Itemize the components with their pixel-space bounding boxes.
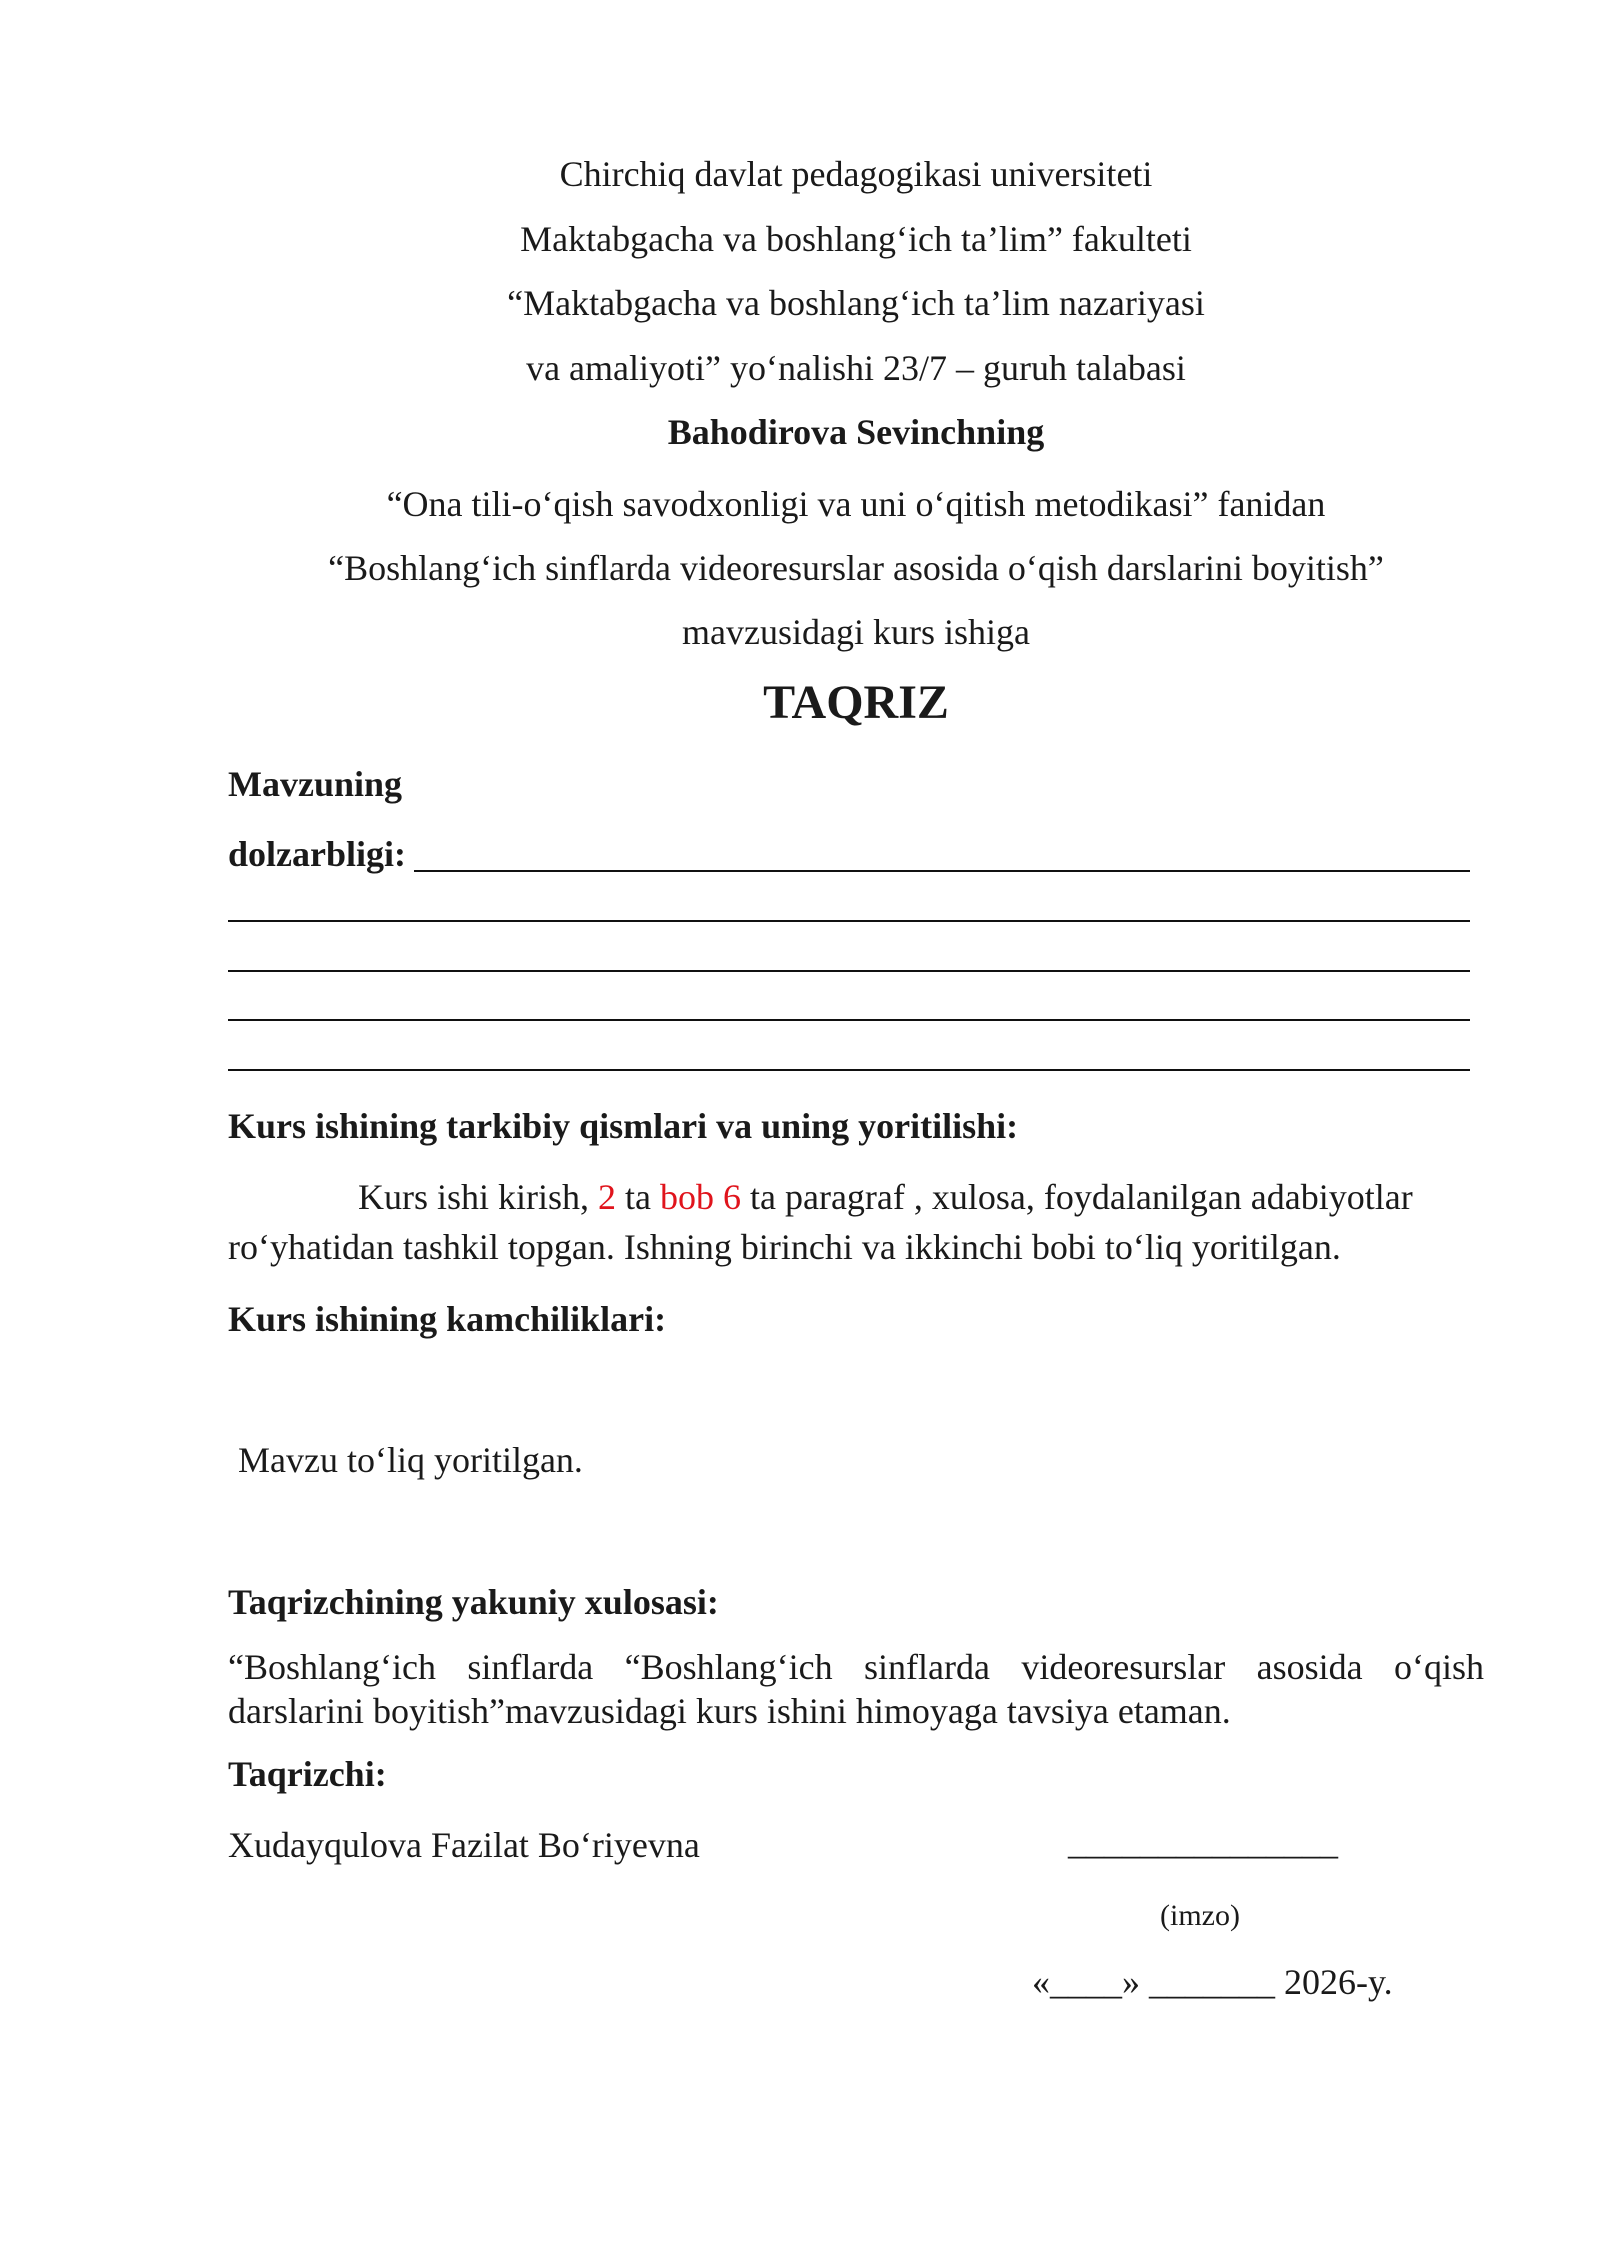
subject-line: “Ona tili-o‘qish savodxonligi va uni o‘qitish metodikasi” fanidan (386, 484, 1326, 524)
structure-text-part-1: Kurs ishi kirish, (358, 1177, 599, 1217)
structure-text-line-1 (358, 1175, 1413, 1219)
faculty-name: Maktabgacha va boshlang‘ich ta’lim” fakulteti (520, 219, 1192, 259)
signature-line: _______________ (1068, 1822, 1338, 1862)
conclusion-heading: Taqrizchining yakuniy xulosasi: (228, 1582, 719, 1622)
university-name: Chirchiq davlat pedagogikasi universiteti (559, 154, 1153, 194)
bob-word: bob (660, 1177, 714, 1217)
program-line-1: “Maktabgacha va boshlang‘ich ta’lim nazariyasi (507, 283, 1205, 323)
relevance-blank-line-1 (414, 870, 1470, 872)
chapter-count: 2 (598, 1177, 617, 1217)
structure-text-part-3: ta paragraf , xulosa, foydalanilgan adabiyotlar (741, 1177, 1413, 1217)
relevance-blank-line-2 (228, 920, 1470, 922)
relevance-label-1: Mavzuning (228, 764, 403, 804)
structure-text-line-2: ro‘yhatidan tashkil topgan. Ishning birinchi va ikkinchi bobi to‘liq yoritilgan. (228, 1227, 1341, 1267)
reviewer-label: Taqrizchi: (228, 1754, 387, 1794)
shortcomings-heading: Kurs ishining kamchiliklari: (228, 1299, 667, 1339)
relevance-blank-line-5 (228, 1069, 1470, 1071)
structure-text-part-2: ta (616, 1177, 660, 1217)
relevance-blank-line-3 (228, 970, 1470, 972)
structure-heading: Kurs ishining tarkibiy qismlari va uning yoritilishi: (228, 1106, 1019, 1146)
document-title: TAQRIZ (763, 676, 949, 729)
date-line: «____» _______ 2026-y. (1032, 1962, 1393, 2002)
student-name: Bahodirova Sevinchning (667, 412, 1045, 452)
program-line-2: va amaliyoti” yo‘nalishi 23/7 – guruh talabasi (526, 348, 1186, 388)
topic-line: “Boshlang‘ich sinflarda videoresurslar asosida o‘qish darslarini boyitish” (328, 548, 1384, 588)
relevance-label-2: dolzarbligi: (228, 834, 406, 874)
work-line: mavzusidagi kurs ishiga (682, 612, 1030, 652)
shortcomings-text: Mavzu to‘liq yoritilgan. (238, 1440, 583, 1480)
signature-caption: (imzo) (1160, 1899, 1240, 1932)
reviewer-name: Xudayqulova Fazilat Bo‘riyevna (228, 1825, 700, 1865)
relevance-blank-line-4 (228, 1019, 1470, 1021)
conclusion-text: “Boshlang‘ich sinflarda “Boshlang‘ich sinflarda videoresurslar asosida o‘qish darslarini boyitish”mavzusidagi kurs ishini himoyaga tavsiya etaman. (228, 1647, 1484, 1731)
paragraph-count: 6 (723, 1177, 741, 1217)
space (714, 1177, 723, 1217)
